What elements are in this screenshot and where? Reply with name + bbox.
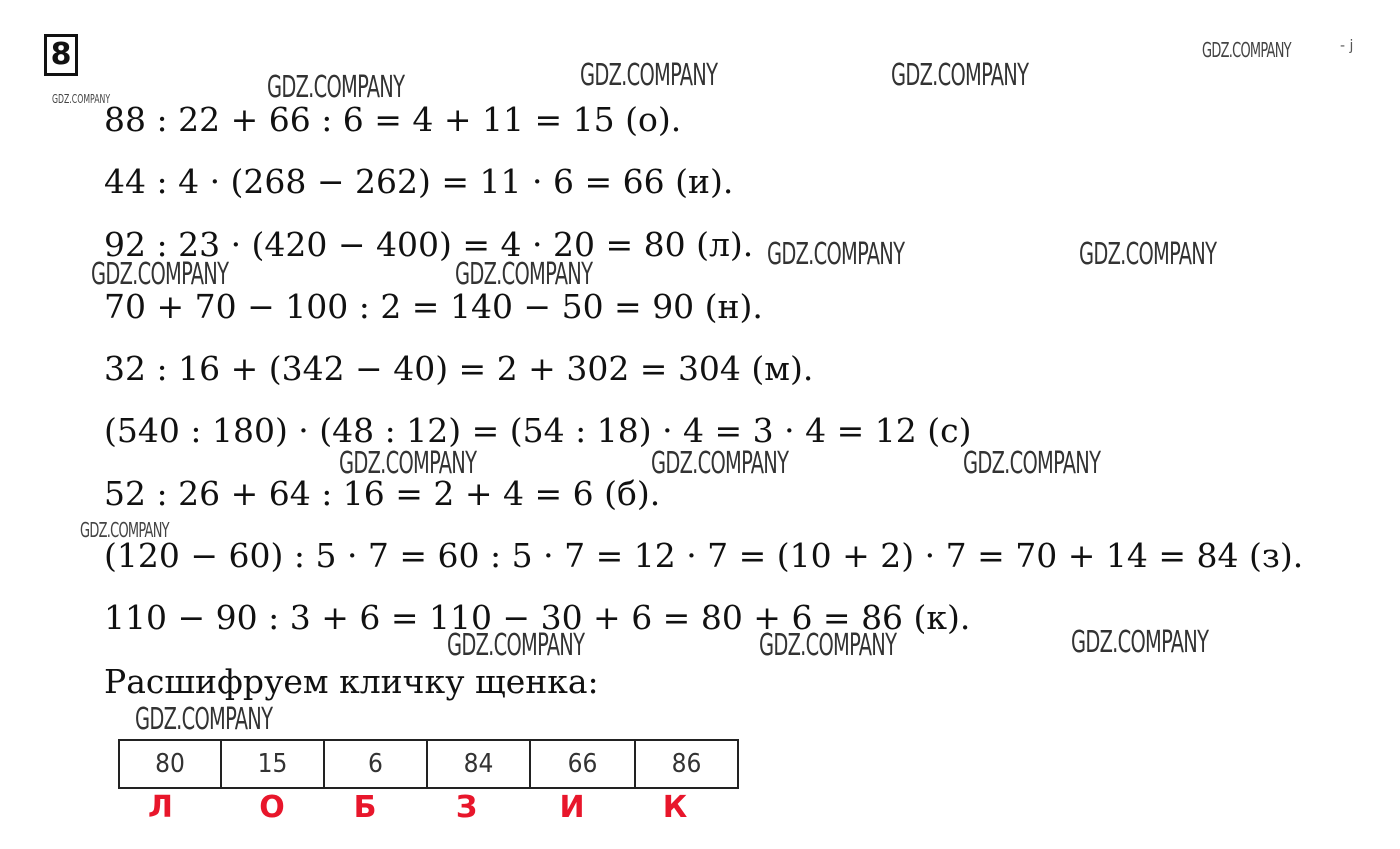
decoded-letter: К xyxy=(662,790,688,825)
watermark: GDZ.COMPANY xyxy=(52,92,111,106)
equation-line: 70 + 70 − 100 : 2 = 140 − 50 = 90 (н). xyxy=(104,287,763,326)
watermark: GDZ.COMPANY xyxy=(339,446,477,481)
watermark: GDZ.COMPANY xyxy=(1079,237,1217,272)
decoded-letter: И xyxy=(559,790,585,825)
equation-line: (540 : 180) · (48 : 12) = (54 : 18) · 4 = 3 · 4 = 12 (с) xyxy=(104,411,972,450)
watermark: GDZ.COMPANY xyxy=(91,257,229,292)
watermark: GDZ.COMPANY xyxy=(447,628,585,663)
equation-line: 32 : 16 + (342 − 40) = 2 + 302 = 304 (м). xyxy=(104,349,814,388)
watermark: GDZ.COMPANY xyxy=(767,237,905,272)
table-cell: 6 xyxy=(324,740,427,788)
watermark: GDZ.COMPANY xyxy=(1071,625,1209,660)
table-cell: 66 xyxy=(530,740,635,788)
watermark: GDZ.COMPANY xyxy=(455,257,593,292)
decode-table xyxy=(118,739,739,789)
equation-line: 44 : 4 · (268 − 262) = 11 · 6 = 66 (и). xyxy=(104,162,734,201)
equation-line: 110 − 90 : 3 + 6 = 110 − 30 + 6 = 80 + 6 = 86 (к). xyxy=(104,598,971,637)
decoded-letter: З xyxy=(455,790,478,825)
watermark: GDZ.COMPANY xyxy=(891,58,1029,93)
decode-heading: Расшифруем кличку щенка: xyxy=(104,662,599,701)
table-cell: 80 xyxy=(119,740,221,788)
corner-glyphs: - ј xyxy=(1340,38,1354,54)
equation-line: (120 − 60) : 5 · 7 = 60 : 5 · 7 = 12 · 7 = (10 + 2) · 7 = 70 + 14 = 84 (з). xyxy=(104,536,1304,575)
watermark: GDZ.COMPANY xyxy=(80,518,169,542)
decoded-letter: Л xyxy=(148,790,173,825)
task-number-badge: 8 xyxy=(44,34,78,76)
watermark: GDZ.COMPANY xyxy=(580,58,718,93)
table-cell: 84 xyxy=(427,740,530,788)
table-cell: 15 xyxy=(221,740,324,788)
watermark: GDZ.COMPANY xyxy=(135,702,273,737)
watermark: GDZ.COMPANY xyxy=(1202,38,1291,62)
equation-line: 92 : 23 · (420 − 400) = 4 · 20 = 80 (л). xyxy=(104,225,754,264)
watermark: GDZ.COMPANY xyxy=(759,628,897,663)
decoded-letters xyxy=(118,790,750,825)
decoded-letter: Б xyxy=(353,790,377,825)
table-row xyxy=(119,740,738,788)
watermark: GDZ.COMPANY xyxy=(267,70,405,105)
watermark: GDZ.COMPANY xyxy=(651,446,789,481)
decoded-letter: О xyxy=(259,790,285,825)
equation-line: 88 : 22 + 66 : 6 = 4 + 11 = 15 (о). xyxy=(104,100,682,139)
table-cell: 86 xyxy=(635,740,738,788)
watermark: GDZ.COMPANY xyxy=(963,446,1101,481)
equation-line: 52 : 26 + 64 : 16 = 2 + 4 = 6 (б). xyxy=(104,474,661,513)
